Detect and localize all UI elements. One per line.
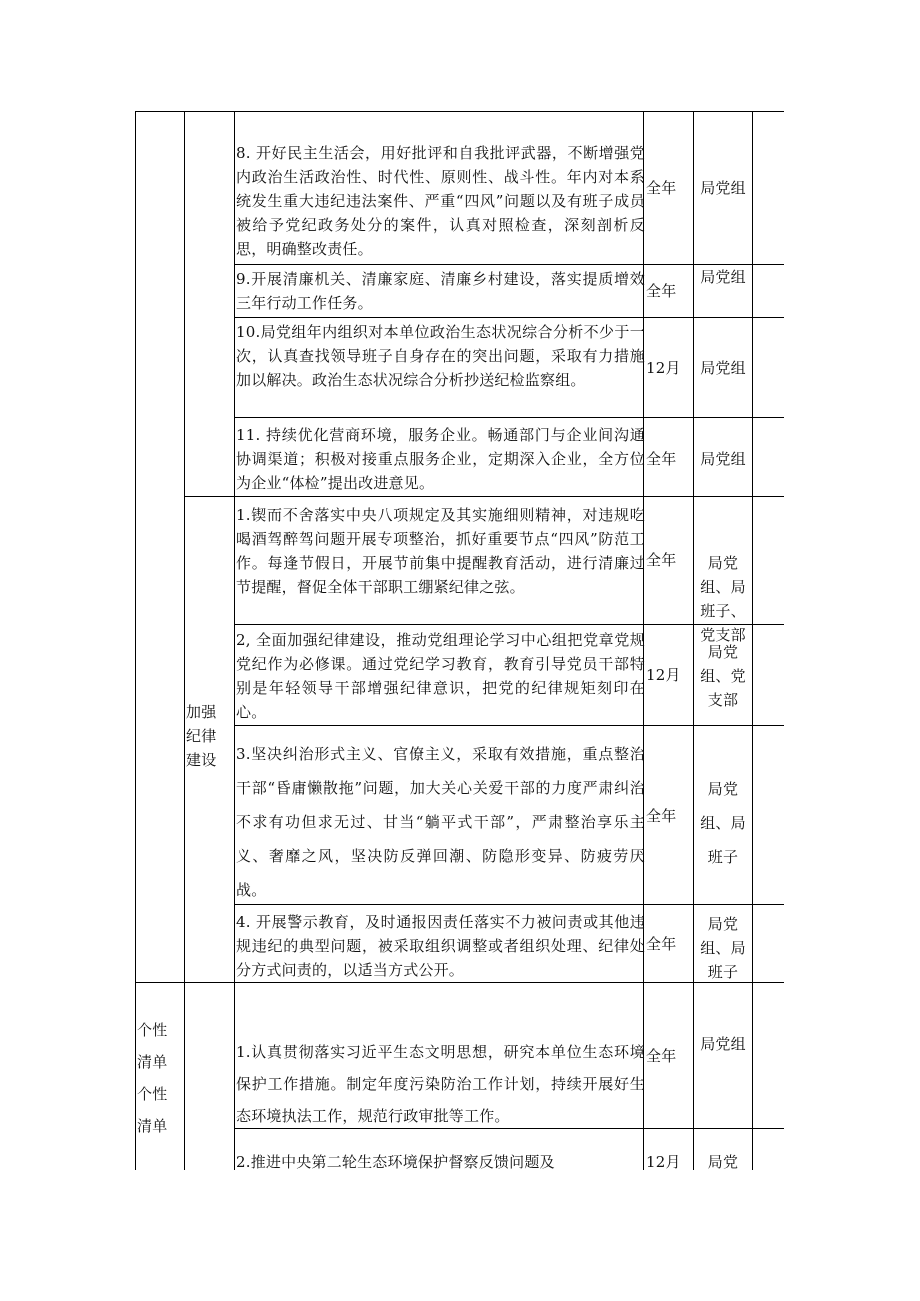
task-owner: 局党组、局班子 (700, 780, 746, 866)
task-content: 8. 开好民主生活会，用好批评和自我批评武器，不断增强党内政治生活政治性、时代性、原则性、战斗性。年内对本系统发生重大违纪违法案件、严重“四风”问题以及有班子成员被给予党纪政务处分的案件，认真对照检查，深刻剖析反思，明确整改责任。 (236, 144, 645, 258)
task-owner: 局党组、局班子、党支部 (700, 554, 746, 644)
task-time: 全年 (646, 282, 677, 300)
column-divider (184, 111, 185, 1170)
task-owner: 局党组 (700, 1035, 746, 1053)
task-time: 全年 (646, 807, 677, 825)
task-content: 1.认真贯彻落实习近平生态文明思想，研究本单位生态环境保护工作措施。制定年度污染防治工作计划，持续开展好生态环境执法工作，规范行政审批等工作。 (236, 1043, 645, 1125)
task-time: 12月 (646, 666, 681, 684)
task-time: 全年 (646, 450, 677, 468)
task-owner: 局党组、党支部 (700, 643, 746, 709)
task-content: 2.推进中央第二轮生态环境保护督察反馈问题及 (236, 1153, 555, 1171)
task-content: 1.锲而不舍落实中央八项规定及其实施细则精神，对违规吃喝酒驾醉驾问题开展专项整治，抓好重要节点“四风”防范工作。每逢节假日，开展节前集中提醒教育活动，进行清廉过节提醒，督促全体干部职工绷紧纪律之弦。 (236, 506, 645, 596)
task-content: 3.坚决纠治形式主义、官僚主义，采取有效措施，重点整治干部“昏庸懒散拖”问题，加大关心关爱干部的力度严肃纠治不求有功但求无过、甘当“躺平式干部”，严肃整治享乐主义、奢靡之风，坚决防反弹回潮、防隐形变异、防疲劳厌战。 (236, 745, 645, 899)
row-divider (184, 496, 784, 497)
task-owner: 局党组、局班子 (700, 915, 746, 981)
task-time: 全年 (646, 1047, 677, 1065)
task-content: 10.局党组年内组织对本单位政治生态状况综合分析不少于一次，认真查找领导班子自身存在的突出问题，采取有力措施加以解决。政治生态状况综合分析抄送纪检监察组。 (236, 323, 645, 389)
task-time: 全年 (646, 551, 677, 569)
task-content: 2, 全面加强纪律建设，推动党组理论学习中心组把党章党规党纪作为必修课。通过党纪学习教育，教育引导党员干部特别是年轻领导干部增强纪律意识，把党的纪律规矩刻印在心。 (236, 631, 645, 721)
task-time: 12月 (646, 359, 681, 377)
task-owner: 局党组 (700, 179, 746, 197)
task-owner: 局党 (707, 1153, 739, 1171)
task-content: 11. 持续优化营商环境，服务企业。畅通部门与企业间沟通协调渠道；积极对接重点服务企业，定期深入企业，全方位为企业“体检”提出改进意见。 (236, 426, 645, 492)
task-owner: 局党组 (700, 359, 746, 377)
task-owner: 局党组 (700, 450, 746, 468)
row-divider (234, 317, 784, 318)
table-top-border (135, 111, 784, 112)
group-label-personal: 个性清单个性清单 (137, 1021, 168, 1135)
task-time: 全年 (646, 935, 677, 953)
task-content: 9.开展清廉机关、清廉家庭、清廉乡村建设，落实提质增效三年行动工作任务。 (236, 270, 645, 312)
table-left-border (135, 111, 136, 1170)
group-label-discipline: 加强纪律建设 (186, 703, 217, 769)
row-divider (234, 417, 784, 418)
task-time: 12月 (646, 1153, 681, 1171)
row-divider (234, 725, 784, 726)
column-divider (752, 111, 753, 1170)
task-owner: 局党组 (700, 268, 746, 286)
task-content: 4. 开展警示教育，及时通报因责任落实不力被问责或其他违规违纪的典型问题，被采取组织调整或者组织处理、纪律处分方式问责的，以适当方式公开。 (236, 913, 645, 979)
section-divider (135, 982, 784, 983)
task-time: 全年 (646, 179, 677, 197)
